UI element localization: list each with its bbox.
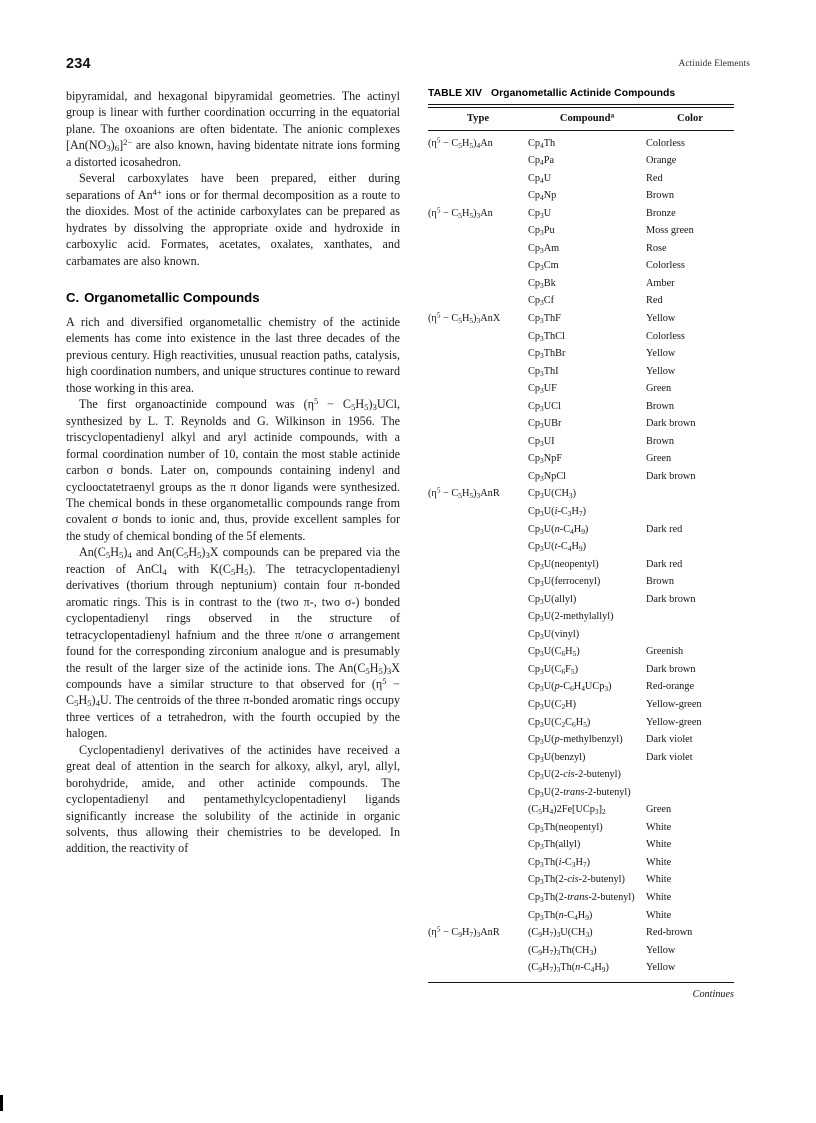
cell-type [428, 591, 528, 609]
table-row [428, 573, 734, 591]
cell-compound: $Cp_3ThCl$ [528, 330, 565, 343]
cell-compound: $Cp_3Pu$ [528, 225, 555, 238]
cell-color [646, 766, 734, 784]
cell-type [428, 801, 528, 819]
cell-type [428, 819, 528, 837]
table-row [428, 643, 734, 661]
cell-color: White [646, 909, 672, 921]
cell-color: Dark violet [646, 734, 693, 746]
table-row [428, 924, 734, 942]
table-row [428, 766, 734, 784]
table-row [428, 187, 734, 205]
table-row [428, 556, 734, 574]
cell-compound: $Cp_3U(CH_3)$ [528, 488, 577, 501]
cell-color: Red [646, 172, 663, 184]
cell-compound: $Cp_3U(t-C_4H_9)$ [528, 541, 587, 553]
cell-compound: $Cp_3U(allyl)$ [528, 593, 577, 606]
table-row [428, 433, 734, 451]
cell-type: $(\eta^5 - C_5H_5)_4An$ [428, 136, 493, 150]
cell-type [428, 468, 528, 486]
cell-type [428, 696, 528, 714]
cell-color [646, 485, 734, 503]
cell-compound: $Cp_3U(n-C_4H_9)$ [528, 523, 589, 536]
table-row [428, 907, 734, 925]
cell-compound: $Cp_3U(vinyl)$ [528, 628, 580, 641]
table-row [428, 152, 734, 170]
cell-color: Red-brown [646, 927, 693, 939]
cell-compound: $Cp_3Bk$ [528, 277, 556, 290]
cell-compound: $Cp_3U(2-trans-2-butenyl)$ [528, 786, 631, 799]
section-title: Organometallic Compounds [84, 289, 260, 305]
cell-compound: $Cp_3ThF$ [528, 312, 561, 325]
cell-compound: $Cp_3U(2-cis-2-butenyl)$ [528, 769, 621, 782]
cell-type [428, 380, 528, 398]
table-row [428, 485, 734, 503]
footnote-marker: a [610, 110, 615, 120]
cell-compound: $Cp_3NpF$ [528, 453, 563, 466]
cell-type [428, 661, 528, 679]
cell-type [428, 749, 528, 767]
cell-type [428, 556, 528, 574]
cell-color: Green [646, 804, 672, 816]
cell-compound: $Cp_3U(benzyl)$ [528, 751, 586, 764]
cell-type [428, 257, 528, 275]
paragraph: Cyclopentadienyl derivatives of the actinides have received a great deal of attention in the search for alkoxy, alkyl, aryl, allyl, borohydride, amide, and other actinide compounds. The cyclopentadienyl and pentamethylcyclopentadienyl ligands significantly increase the solubility of the actinide in organic solvents, thus allowing their chemistries to be developed. In addition, the reactivity of [66, 742, 400, 856]
cell-compound: $Cp_3Th(allyl)$ [528, 839, 581, 852]
table-row [428, 538, 734, 556]
cell-type [428, 187, 528, 205]
cell-color: Yellow-green [646, 699, 702, 710]
cell-type [428, 152, 528, 170]
cell-type: $(\eta^5 - C_5H_5)_3An$ [428, 206, 493, 220]
table-row [428, 131, 734, 153]
cell-compound: $Cp_3U(C_2C_6H_5)$ [528, 716, 591, 729]
column-header-compound-label: Compound [559, 113, 611, 124]
column-header-type: Type [466, 113, 490, 124]
cell-type [428, 942, 528, 960]
cell-type [428, 784, 528, 802]
compounds-table-body [428, 131, 734, 977]
table-row [428, 889, 734, 907]
cell-color: Colorless [646, 137, 685, 149]
cell-type [428, 871, 528, 889]
table-row [428, 661, 734, 679]
section-number: C. [66, 289, 80, 305]
cell-compound: $Cp_3U(C_6F_5)$ [528, 663, 579, 676]
cell-compound: $Cp_3NpCl$ [528, 470, 567, 483]
table-row [428, 521, 734, 539]
cell-compound: $Cp_3U(2-methylallyl)$ [528, 611, 614, 624]
cell-compound: $Cp_3U(i-C_3H_7)$ [528, 505, 587, 518]
cell-type [428, 836, 528, 854]
cell-color: Dark brown [646, 663, 696, 675]
cell-color: Red-orange [646, 681, 695, 693]
cell-type [428, 959, 528, 977]
cell-color: Yellow [646, 312, 676, 324]
cell-color: Dark brown [646, 593, 696, 605]
paragraph: Several carboxylates have been prepared, either during separations of $An^{4+}$ ions or for thermal decomposition as a route to the dioxides. Most of the actinide carboxylates can be prepared as hydrates by dissolving the appropriate oxide and hydroxide in carboxylic acid. Formates, acetates, oxalates, xanthates, and carbamates are also known. [66, 171, 400, 268]
cell-color: Red [646, 295, 663, 307]
cell-color: White [646, 839, 672, 851]
cell-compound: $Cp_3Th(i-C_3H_7)$ [528, 856, 591, 869]
cell-type [428, 450, 528, 468]
cell-type [428, 170, 528, 188]
cell-type [428, 714, 528, 732]
table-row [428, 871, 734, 889]
table-row [428, 450, 734, 468]
table-row [428, 310, 734, 328]
cell-color: Colorless [646, 260, 685, 272]
cell-type [428, 538, 528, 556]
cell-color [646, 784, 734, 802]
cell-type [428, 907, 528, 925]
table-row [428, 363, 734, 381]
cell-type: $(\eta^5 - C_5H_5)_3AnR$ [428, 487, 500, 501]
cell-type [428, 731, 528, 749]
table-row [428, 275, 734, 293]
cell-type [428, 608, 528, 626]
cell-type [428, 363, 528, 381]
cell-compound: $Cp_3UF$ [528, 383, 557, 395]
cell-color: Yellow-green [646, 716, 702, 728]
cell-compound: $Cp_3Th(neopentyl)$ [528, 821, 603, 834]
column-header-compound [528, 108, 646, 130]
cell-color: White [646, 874, 672, 886]
cell-compound: $Cp_3Cm$ [528, 260, 559, 273]
cell-color: Yellow [646, 365, 676, 377]
cell-type [428, 766, 528, 784]
cell-type [428, 292, 528, 310]
table-row [428, 854, 734, 872]
table-row [428, 292, 734, 310]
table-row [428, 714, 734, 732]
cell-compound: $(C_9H_7)_3Th(CH_3)$ [528, 944, 597, 957]
body-text-column [66, 88, 400, 857]
paragraph: bipyramidal, and hexagonal bipyramidal geometries. The actinyl group is linear with further coordination occurring in the equatorial plane. The oxoanions are often bidentate. The anionic complexes $[An(NO_3)_6]^{2-}$ are also known, having bidentate nitrate ions forming a distorted icosahedron. [66, 89, 400, 169]
table-header-row [428, 108, 734, 130]
table-row [428, 819, 734, 837]
cell-compound: $Cp_3Th(n-C_4H_9)$ [528, 909, 593, 922]
cell-compound: $Cp_3UBr$ [528, 418, 562, 431]
cell-type [428, 275, 528, 293]
cell-compound: $Cp_3U(C_2H)$ [528, 699, 577, 711]
cell-compound: $Cp_4Np$ [528, 190, 557, 202]
cell-type [428, 415, 528, 433]
section-heading [66, 290, 400, 305]
cell-color: Dark violet [646, 751, 693, 763]
cell-compound: $Cp_3ThBr$ [528, 348, 566, 360]
cell-compound: $Cp_3Th(2-trans-2-butenyl)$ [528, 892, 635, 904]
cell-type [428, 573, 528, 591]
table-row [428, 731, 734, 749]
cell-color: Amber [646, 277, 675, 289]
cell-compound: $Cp_3Cf$ [528, 295, 555, 308]
table-row [428, 205, 734, 223]
cell-compound: $Cp_3UCl$ [528, 400, 561, 413]
cell-color: White [646, 892, 672, 904]
cell-color: Dark brown [646, 418, 696, 430]
cell-color: White [646, 821, 672, 833]
table-row [428, 222, 734, 240]
cell-color: Moss green [646, 225, 694, 237]
cell-compound: $Cp_3Th(2-cis-2-butenyl)$ [528, 874, 625, 887]
cell-compound: $Cp_3ThI$ [528, 365, 559, 378]
cell-type [428, 398, 528, 416]
cell-color: Green [646, 383, 672, 395]
table-number: TABLE XIV [428, 88, 482, 99]
table-row [428, 784, 734, 802]
cell-color: Dark red [646, 558, 683, 570]
paragraph: The first organoactinide compound was $(\eta^5 - C_5H_5)_3UCl$, synthesized by L. T. Reynolds and G. Wilkinson in 1956. The triscyclopentadienyl alkyl and aryl actinide compounds, with a formal coordination number of 10, contain the most stable actinide carbon σ bonds. Later on, compounds containing indenyl and cyclooctatetraenyl groups as the π donor ligands were synthesized. The chemical bonds in these organometallic compounds range from covalent σ bonds to ionic and, thus, provide excellent samples for the study of chemical bonding of the 5f elements. [66, 396, 401, 543]
cell-color [646, 626, 734, 644]
table-caption [428, 88, 734, 99]
cell-type [428, 328, 528, 346]
table-row [428, 678, 734, 696]
cell-type [428, 222, 528, 240]
table-title: Organometallic Actinide Compounds [490, 88, 676, 99]
page-number: 234 [66, 56, 91, 72]
cell-color [646, 538, 734, 556]
cell-type [428, 889, 528, 907]
table-row [428, 170, 734, 188]
cell-color [646, 503, 734, 521]
column-header-color: Color [677, 113, 703, 124]
table-row [428, 380, 734, 398]
cell-compound: $Cp_3U(ferrocenyl)$ [528, 576, 601, 589]
cell-compound: $Cp_3U(C_6H_5)$ [528, 646, 580, 659]
running-head: Actinide Elements [678, 59, 750, 69]
cell-color: Brown [646, 435, 675, 447]
table-row [428, 626, 734, 644]
cell-type [428, 521, 528, 539]
cell-color: Green [646, 453, 672, 465]
cell-type: $(\eta^5 - C_9H_7)_3AnR$ [428, 925, 500, 939]
cell-compound: $Cp_3U(p-C_6H_4UCp_3)$ [528, 681, 612, 694]
cell-type [428, 240, 528, 258]
cell-compound: $Cp_3U(neopentyl)$ [528, 558, 599, 571]
table-row [428, 345, 734, 363]
cell-color: Dark brown [646, 470, 696, 482]
table-row [428, 696, 734, 714]
cell-color [646, 608, 734, 626]
table-continues-note: Continues [692, 988, 734, 1000]
table-row [428, 749, 734, 767]
table-row [428, 415, 734, 433]
compounds-table [428, 108, 734, 130]
cell-compound: $(C_5H_4)2Fe[UCp_3]_2$ [528, 804, 606, 817]
cell-compound: $Cp_3U$ [528, 207, 552, 220]
table-container [428, 88, 734, 1000]
cell-type [428, 678, 528, 696]
cell-compound: $Cp_4U$ [528, 172, 552, 185]
cell-type [428, 626, 528, 644]
cell-type: $(\eta^5 - C_5H_5)_3AnX$ [428, 311, 501, 325]
table-row [428, 503, 734, 521]
cell-type [428, 433, 528, 451]
table-row [428, 468, 734, 486]
table-row [428, 942, 734, 960]
cell-color: Greenish [646, 646, 684, 658]
table-row [428, 257, 734, 275]
table-row [428, 801, 734, 819]
cell-color: Rose [646, 242, 667, 254]
cell-color: Colorless [646, 330, 685, 342]
cell-color: Brown [646, 576, 675, 588]
cell-compound: $(C_9H_7)_3U(CH_3)$ [528, 927, 593, 939]
paragraph: A rich and diversified organometallic chemistry of the actinide elements has come into existence in the last three decades of the previous century. High reactivities, unusual reaction paths, catalysis, high coordination numbers, and unique structures continue to reward those working in this area. [66, 314, 400, 395]
table-row [428, 836, 734, 854]
table-body [428, 131, 734, 977]
cell-compound: $Cp_4Pa$ [528, 155, 555, 167]
page-trim-mark [0, 1095, 3, 1111]
cell-color: Yellow [646, 944, 676, 956]
cell-color: Orange [646, 155, 677, 167]
cell-type [428, 643, 528, 661]
paragraph: $An(C_5H_5)_4$ and $An(C_5H_5)_3X$ compounds can be prepared via the reaction of AnCl$_4$ with $K(C_5H_5)$. The tetracyclopentadienyl derivatives (thorium through neptunium) contain four π-bonded aromatic rings. This is in contrast to the (two π-, two σ-) bonded cyclopentadienyl rings observed in the structure of tetracyclopentadienyl hafnium and the three π/one σ arrangement found for the corresponding zirconium analogue and is presumably the result of the larger size of the actinide ions. The $An(C_5H_5)_3X$ compounds have a similar structure to that observed for $(\eta^5 - C_5H_5)_4U$. The centroids of the three π-bonded aromatic rings occupy three vertices of a tetrahedron, with the fourth occupied by the halogen. [66, 545, 401, 741]
cell-type [428, 854, 528, 872]
table-bottom-rule [428, 982, 734, 983]
table-header [428, 108, 734, 130]
cell-color: Yellow [646, 348, 676, 360]
cell-type [428, 503, 528, 521]
table-row [428, 328, 734, 346]
cell-compound: $Cp_3U(p-methylbenzyl)$ [528, 734, 623, 746]
cell-color: White [646, 856, 672, 868]
cell-color: Brown [646, 400, 675, 412]
cell-compound: $Cp_3UI$ [528, 435, 555, 448]
table-row [428, 240, 734, 258]
table-row [428, 959, 734, 977]
cell-color: Bronze [646, 207, 676, 219]
table-row [428, 591, 734, 609]
cell-color: Yellow [646, 962, 676, 974]
cell-color: Brown [646, 190, 675, 202]
cell-compound: $(C_9H_7)_3Th(n-C_4H_9)$ [528, 962, 609, 975]
cell-compound: $Cp_3Am$ [528, 242, 560, 255]
table-row [428, 398, 734, 416]
table-row [428, 608, 734, 626]
cell-type [428, 345, 528, 363]
cell-color: Dark red [646, 523, 683, 535]
cell-compound: $Cp_4Th$ [528, 137, 556, 150]
